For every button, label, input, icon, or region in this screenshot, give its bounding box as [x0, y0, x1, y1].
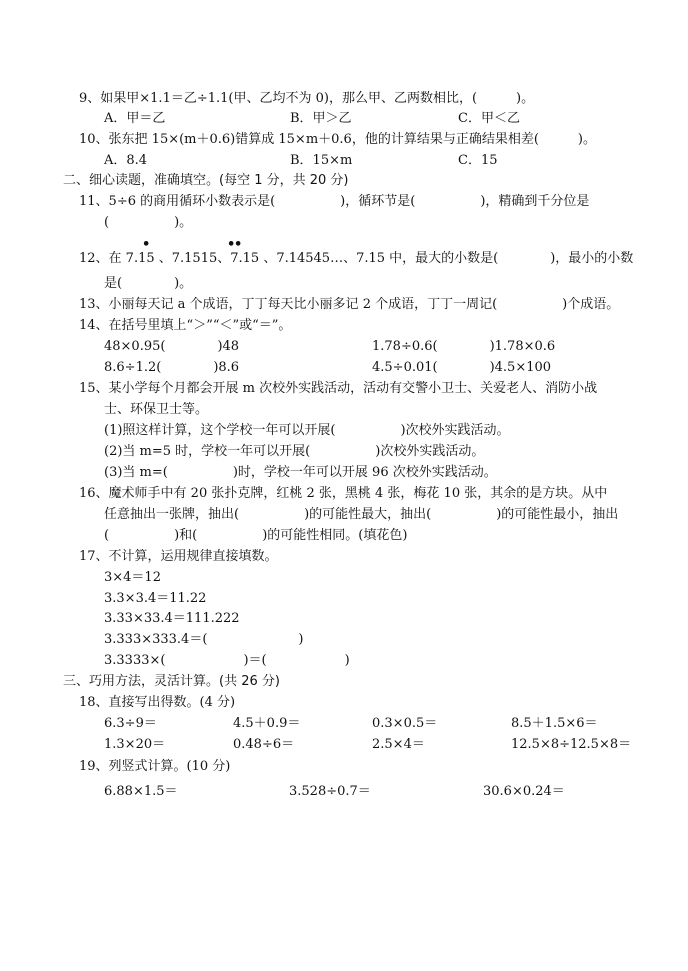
question-18-item: 6.3÷9＝ — [104, 716, 157, 731]
question-15-line-1: 15、某小学每个月都会开展 m 次校外实践活动，活动有交警小卫士、关爱老人、消防小战 — [79, 381, 598, 396]
question-15-part-2: (2)当 m=5 时，学校一年可以开展( )次校外实践活动。 — [104, 444, 485, 459]
repeating-dot: • — [142, 237, 151, 252]
question-9-option-c: C．甲＜乙 — [458, 111, 520, 126]
question-11-line-1: 11、5÷6 的商用循环小数表示是( )，循环节是( )，精确到千分位是 — [79, 194, 590, 209]
question-18-item: 8.5＋1.5×6＝ — [511, 716, 598, 731]
repeating-dot: • — [227, 237, 236, 252]
question-18-item: 12.5×8÷12.5×8＝ — [511, 737, 632, 752]
question-15-part-3: (3)当 m=( )时，学校一年可以开展 96 次校外实践活动。 — [104, 465, 497, 480]
question-17: 17、不计算，运用规律直接填数。 — [79, 549, 278, 564]
question-9: 9、如果甲×1.1＝乙÷1.1(甲、乙均不为 0)，那么甲、乙两数相比，( )。 — [79, 91, 535, 106]
question-19: 19、列竖式计算。(10 分) — [79, 759, 231, 774]
question-18: 18、直接写出得数。(4 分) — [79, 695, 236, 710]
question-17-row-3: 3.33×33.4＝111.222 — [104, 611, 240, 626]
question-15-line-2: 士、环保卫士等。 — [104, 402, 209, 417]
question-19-item: 6.88×1.5＝ — [104, 784, 178, 799]
question-16-line-3: ( )和( )的可能性相同。(填花色) — [104, 528, 408, 543]
question-14-row-2-left: 8.6÷1.2( )8.6 — [104, 360, 240, 375]
question-17-row-4: 3.333×333.4＝( ) — [104, 632, 304, 647]
section-2-heading: 二、细心读题，准确填空。(每空 1 分，共 20 分) — [63, 173, 349, 188]
section-3-heading: 三、巧用方法，灵活计算。(共 26 分) — [63, 674, 280, 689]
question-9-option-b: B．甲＞乙 — [290, 111, 352, 126]
question-17-row-2: 3.3×3.4＝11.22 — [104, 591, 207, 606]
question-12-line-2: 是( )。 — [104, 276, 193, 291]
question-11-line-2: ( )。 — [104, 215, 193, 230]
question-16-line-2: 任意抽出一张牌，抽出( )的可能性最大，抽出( )的可能性最小，抽出 — [104, 507, 619, 522]
question-10-option-a: A．8.4 — [104, 153, 148, 168]
question-19-item: 30.6×0.24＝ — [483, 784, 565, 799]
question-14-row-2-right: 4.5÷0.01( )4.5×100 — [372, 360, 552, 375]
question-10: 10、张东把 15×(m＋0.6)错算成 15×m＋0.6，他的计算结果与正确结果相差( )。 — [79, 132, 596, 147]
question-17-row-1: 3×4＝12 — [104, 570, 161, 585]
question-18-item: 2.5×4＝ — [372, 737, 425, 752]
question-18-item: 4.5＋0.9＝ — [233, 716, 301, 731]
question-10-option-b: B．15×m — [290, 153, 353, 168]
question-18-item: 0.48÷6＝ — [233, 737, 295, 752]
question-14-row-1-left: 48×0.95( )48 — [104, 339, 240, 354]
question-13: 13、小丽每天记 a 个成语，丁丁每天比小丽多记 2 个成语，丁丁一周记( )个成语。 — [79, 297, 620, 312]
repeating-dot: • — [234, 237, 243, 252]
question-14: 14、在括号里填上“＞”“＜”或“＝”。 — [79, 318, 292, 333]
question-19-item: 3.528÷0.7＝ — [289, 784, 371, 799]
question-17-row-5: 3.3333×( )＝( ) — [104, 653, 350, 668]
question-18-item: 1.3×20＝ — [104, 737, 166, 752]
question-16-line-1: 16、魔术师手中有 20 张扑克牌，红桃 2 张，黑桃 4 张，梅花 10 张，其余的是方块。从中 — [79, 486, 608, 501]
question-9-option-a: A．甲＝乙 — [104, 111, 166, 126]
question-15-part-1: (1)照这样计算，这个学校一年可以开展( )次校外实践活动。 — [104, 423, 510, 438]
question-14-row-1-right: 1.78÷0.6( )1.78×0.6 — [372, 339, 556, 354]
question-12-line-1: 12、在 7.15 、7.1515、7.15 、7.14545…、7.15 中，最大的小数是( )，最小的小数 — [79, 251, 634, 266]
question-18-item: 0.3×0.5＝ — [372, 716, 438, 731]
question-10-option-c: C．15 — [458, 153, 498, 168]
